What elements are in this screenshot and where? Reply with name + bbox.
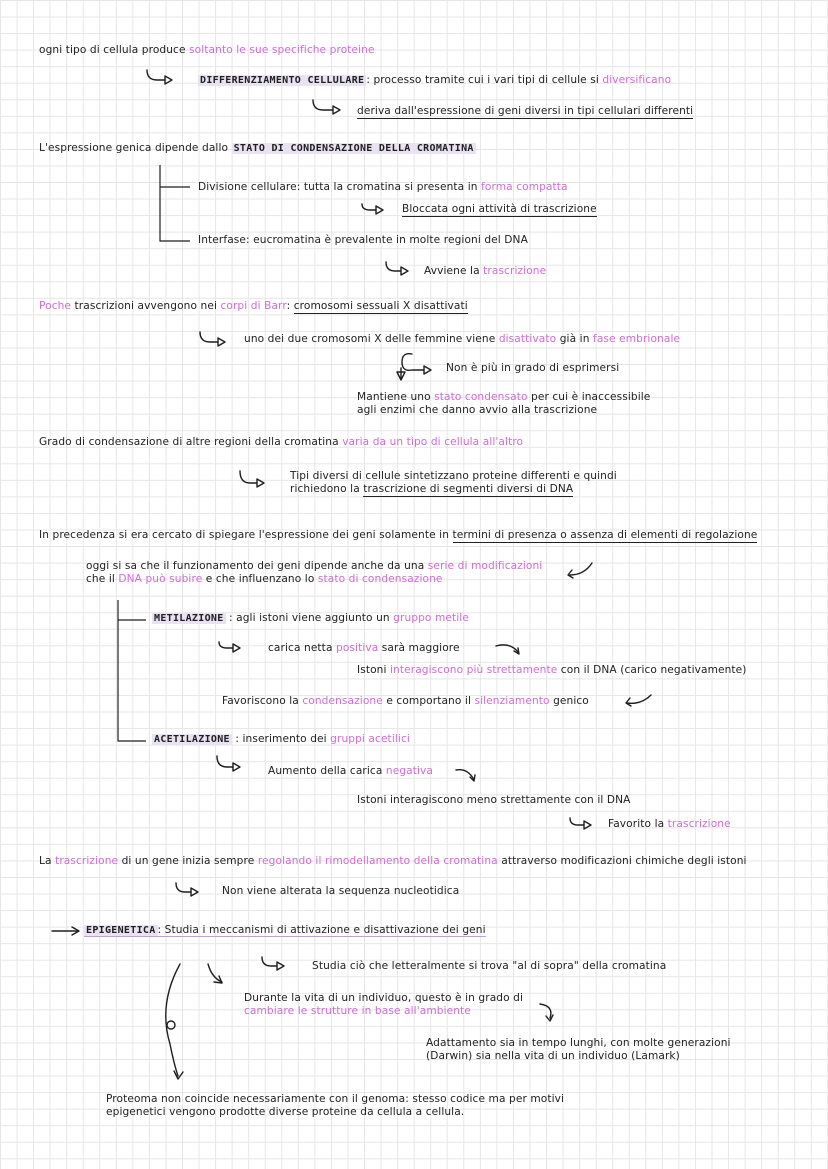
line-14: Grado di condensazione di altre regioni della cromatina varia da un tipo di cellula all'altro: [39, 436, 524, 448]
line-13: agli enzimi che danno avvio alla trascrizione: [357, 404, 598, 416]
line-29: Non viene alterata la sequenza nucleotidica: [222, 885, 460, 897]
curl-arrow-icon: [397, 354, 431, 380]
line-15: Tipi diversi di cellule sintetizzano proteine differenti e quindi: [290, 470, 617, 482]
long-arrow-icon: [52, 927, 79, 935]
curve-arrow-icon: [540, 1004, 553, 1021]
curve-arrow-icon: [456, 770, 475, 781]
line-35: (Darwin) sia nella vita di un individuo (Lamark): [426, 1050, 680, 1062]
line-28: La trascrizione di un gene inizia sempre regolando il rimodellamento della cromatina attraverso modificazioni chimiche degli istoni: [39, 855, 747, 867]
hook-arrow-icon: [200, 332, 225, 346]
line-26: Istoni interagiscono meno strettamente con il DNA: [357, 794, 631, 806]
loop-arrow-icon: [166, 964, 183, 1079]
line-19: che il DNA può subire e che influenzano lo stato di condensazione: [86, 573, 443, 585]
line-24: ACETILAZIONE : inserimento dei gruppi acetilici: [154, 733, 410, 745]
bracket-icon: [160, 165, 190, 241]
hook-arrow-icon: [176, 883, 198, 896]
line-11: Non è più in grado di esprimersi: [446, 362, 620, 374]
line-25: Aumento della carica negativa: [268, 765, 434, 777]
line-23: Favoriscono la condensazione e comportano il silenziamento genico: [222, 695, 589, 707]
line-36: Proteoma non coincide necessariamente con il genoma: stesso codice ma per motivi: [106, 1093, 565, 1105]
curve-arrow-icon: [496, 645, 519, 654]
line-30: EPIGENETICA : Studia i meccanismi di attivazione e disattivazione dei geni: [86, 924, 486, 936]
line-33: cambiare le strutture in base all'ambiente: [244, 1005, 471, 1017]
line-18: oggi si sa che il funzionamento dei geni dipende anche da una serie di modificazioni: [86, 560, 543, 572]
line-32: Durante la vita di un individuo, questo è in grado di: [244, 992, 524, 1004]
curve-arrow-icon: [568, 563, 592, 578]
line-27: Favorito la trascrizione: [608, 818, 731, 830]
line-05: Divisione cellulare: tutta la cromatina si presenta in forma compatta: [198, 181, 568, 193]
line-01: ogni tipo di cellula produce soltanto le sue specifiche proteine: [39, 44, 375, 56]
line-02: DIFFERENZIAMENTO CELLULARE : processo tramite cui i vari tipi di cellule si diversificano: [200, 74, 672, 86]
line-34: Adattamento sia in tempo lunghi, con molte generazioni: [426, 1037, 731, 1049]
hook-arrow-icon: [219, 642, 240, 652]
hook-arrow-icon: [313, 100, 340, 114]
line-04: L'espressione genica dipende dallo STATO DI CONDENSAZIONE DELLA CROMATINA: [39, 142, 474, 154]
line-03: deriva dall'espressione di geni diversi in tipi cellulari differenti: [357, 105, 694, 117]
line-20: METILAZIONE : agli istoni viene aggiunto un gruppo metile: [154, 612, 469, 624]
line-08: Avviene la trascrizione: [424, 265, 547, 277]
hook-arrow-icon: [262, 957, 284, 970]
curve-arrow-icon: [626, 695, 651, 706]
hook-arrow-icon: [362, 204, 383, 214]
line-06: Bloccata ogni attività di trascrizione: [402, 203, 597, 215]
hook-arrow-icon: [386, 262, 408, 275]
hook-arrow-icon: [570, 818, 591, 829]
line-31: Studia ciò che letteralmente si trova "al di sopra" della cromatina: [312, 960, 667, 972]
hook-arrow-icon: [217, 756, 240, 771]
line-21: carica netta positiva sarà maggiore: [268, 642, 460, 654]
line-09: Poche trascrizioni avvengono nei corpi di Barr: cromosomi sessuali X disattivati: [39, 300, 468, 312]
hook-arrow-icon: [240, 471, 264, 487]
line-16: richiedono la trascrizione di segmenti diversi di DNA: [290, 483, 574, 495]
line-10: uno dei due cromosomi X delle femmine viene disattivato già in fase embrionale: [244, 333, 681, 345]
line-22: Istoni interagiscono più strettamente con il DNA (carico negativamente): [357, 664, 747, 676]
bracket-icon: [118, 600, 146, 741]
line-12: Mantiene uno stato condensato per cui è inaccessibile: [357, 391, 651, 403]
line-17: In precedenza si era cercato di spiegare l'espressione dei geni solamente in termini di presenza o assenza di elementi di regolazione: [39, 529, 758, 541]
hook-arrow-icon: [147, 70, 172, 84]
curve-arrow-icon: [208, 964, 222, 983]
line-07: Interfase: eucromatina è prevalente in molte regioni del DNA: [198, 234, 528, 246]
line-37: epigenetici vengono prodotte diverse proteine da cellula a cellula.: [106, 1106, 465, 1118]
